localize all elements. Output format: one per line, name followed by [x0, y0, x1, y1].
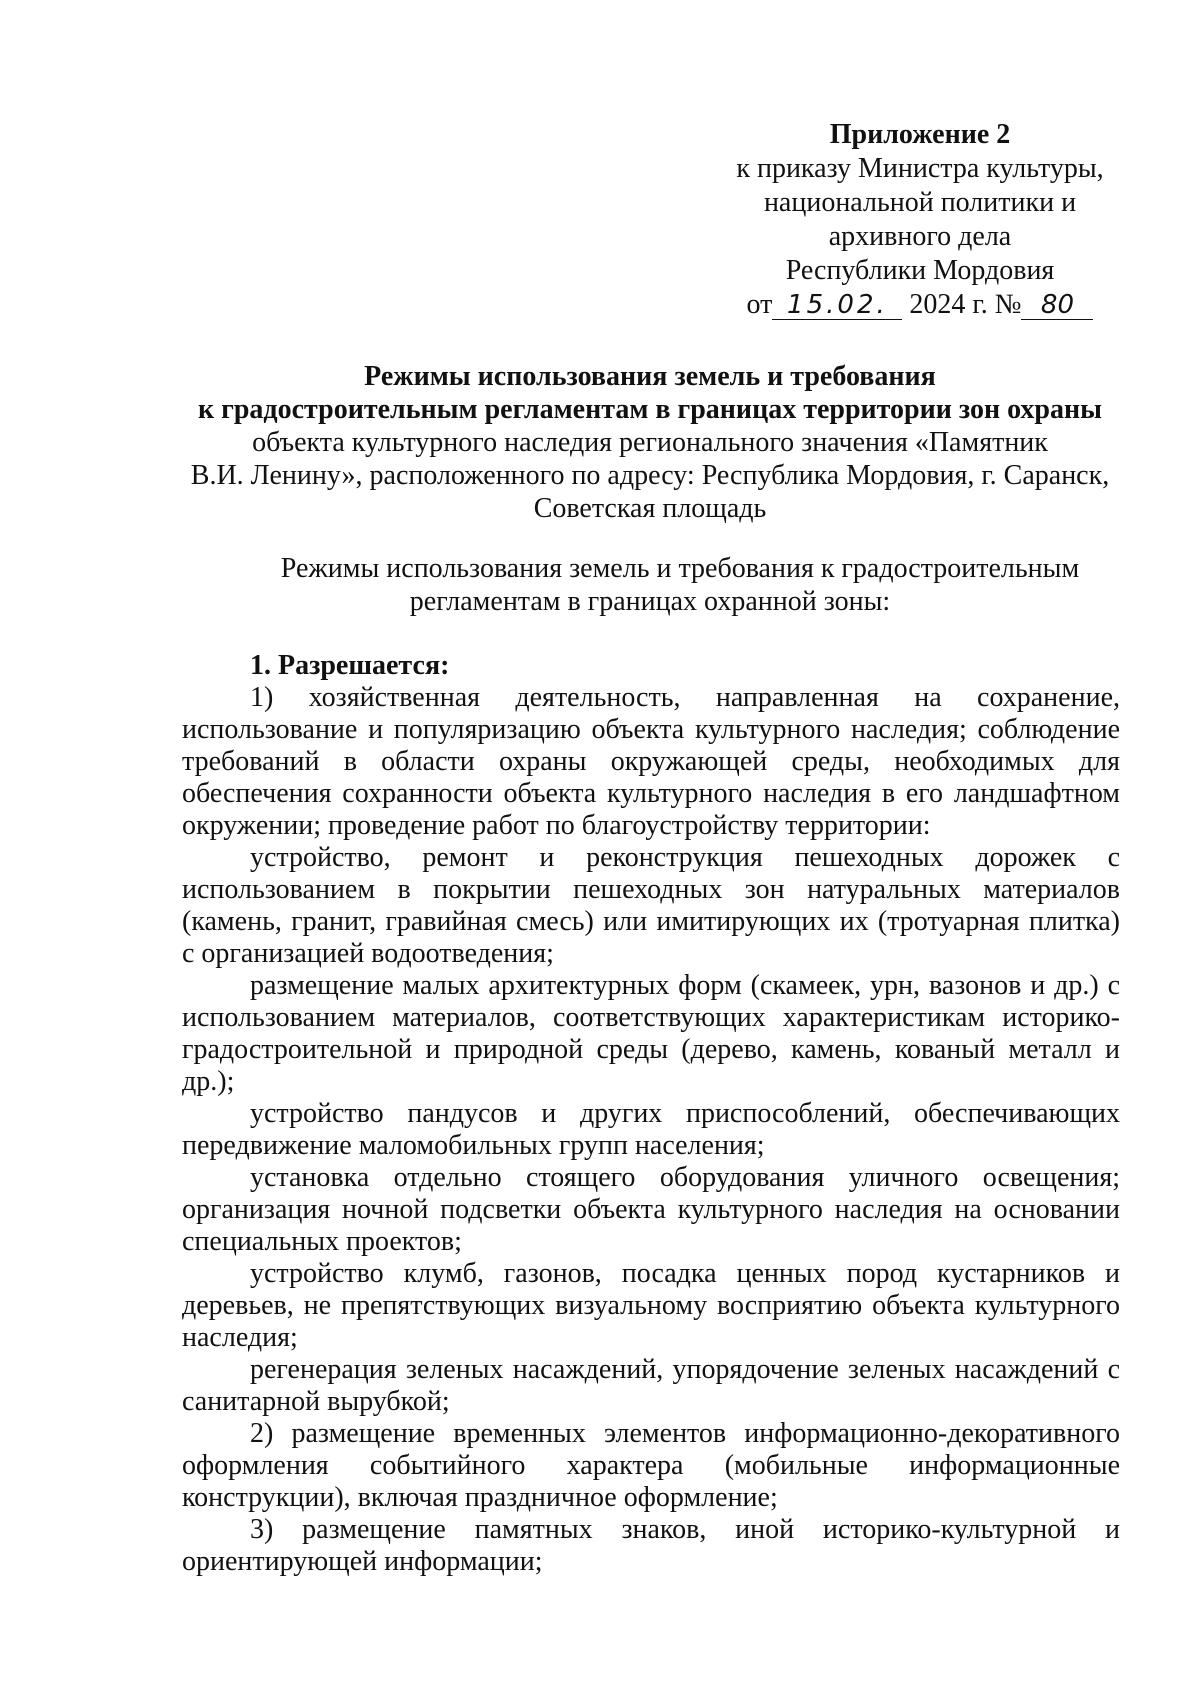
title-line-2: к градостроительным регламентам в границах территории зон охраны: [198, 394, 1102, 425]
section-heading: 1. Разрешается:: [250, 650, 450, 681]
body-paragraph: 3) размещение памятных знаков, иной историко-культурной и ориентирующей информации;: [182, 1514, 1120, 1577]
document-title: [170, 360, 1130, 525]
title-line-5: Советская площадь: [533, 493, 767, 524]
title-line-1: Режимы использования земель и требования: [364, 361, 936, 392]
document-body: [182, 650, 1120, 1578]
appendix-header: [700, 118, 1140, 322]
body-paragraph: 2) размещение временных элементов информационно-декоративного оформления событийного характера (мобильные информационные конструкции), включая праздничное оформление;: [182, 1418, 1120, 1513]
title-line-3: объекта культурного наследия регионального значения «Памятник: [252, 427, 1048, 458]
title-line-4: В.И. Ленину», расположенного по адресу: Республика Мордовия, г. Саранск,: [190, 460, 1110, 491]
body-paragraph: регенерация зеленых насаждений, упорядочение зеленых насаждений с санитарной вырубкой;: [182, 1354, 1120, 1417]
header-line-2: национальной политики и: [763, 187, 1077, 218]
header-line-4: Республики Мордовия: [785, 255, 1055, 286]
header-line-1: к приказу Министра культуры,: [736, 153, 1104, 184]
body-paragraph: устройство пандусов и других приспособлений, обеспечивающих передвижение маломобильных групп населения;: [182, 1098, 1120, 1161]
section-subtitle: [170, 552, 1130, 618]
body-paragraph: устройство, ремонт и реконструкция пешеходных дорожек с использованием в покрытии пешеходных зон натуральных материалов (камень, гранит, гравийная смесь) или имитирующих их (тротуарная плитка) с организацией водоотведения;: [182, 842, 1120, 969]
appendix-title: Приложение 2: [829, 119, 1011, 150]
date-prefix: от: [746, 289, 773, 320]
subtitle-line-2: регламентам в границах охранной зоны:: [409, 586, 891, 617]
handwritten-date: 15.02.: [772, 291, 902, 320]
body-paragraph: 1) хозяйственная деятельность, направленная на сохранение, использование и популяризацию объекта культурного наследия; соблюдение требований в области охраны окружающей среды, необходимых для обеспечения сохранности объекта культурного наследия в его ландшафтном окружении; проведение работ по благоустройству территории:: [182, 682, 1120, 841]
order-date-line: [700, 288, 1140, 322]
body-paragraph: установка отдельно стоящего оборудования уличного освещения; организация ночной подсветки объекта культурного наследия на основании специальных проектов;: [182, 1162, 1120, 1257]
subtitle-line-1: Режимы использования земель и требования к градостроительным: [280, 553, 1080, 584]
handwritten-order-number: 80: [1021, 291, 1093, 320]
order-year: 2024 г. №: [909, 289, 1022, 320]
body-paragraph: размещение малых архитектурных форм (скамеек, урн, вазонов и др.) с использованием материалов, соответствующих характеристикам историко-градостроительной и природной среды (дерево, камень, кованый металл и др.);: [182, 970, 1120, 1097]
header-line-3: архивного дела: [828, 221, 1012, 252]
body-paragraph: устройство клумб, газонов, посадка ценных пород кустарников и деревьев, не препятствующих визуальному восприятию объекта культурного наследия;: [182, 1258, 1120, 1353]
